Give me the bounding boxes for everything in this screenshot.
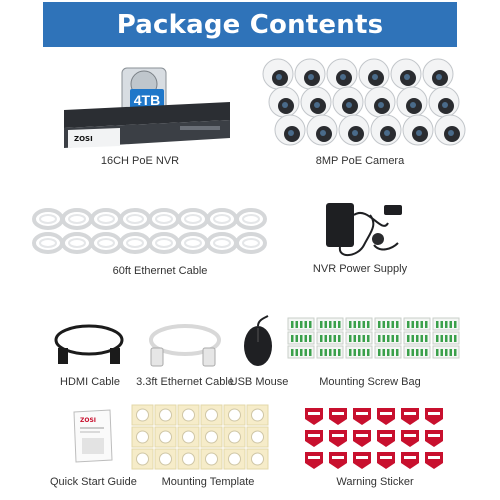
nvr-brand-label: ZOSI [74, 135, 93, 143]
ethernet-cable-coil [34, 210, 62, 228]
mounting-template-sheet [201, 405, 222, 425]
warning-sticker [329, 430, 347, 447]
screw-bag [375, 346, 401, 358]
hdmi-cable-image [52, 318, 127, 368]
mounting-template-sheet [178, 405, 199, 425]
mounting-template-label: Mounting Template [161, 476, 255, 488]
ethernet-cable-grid [30, 203, 280, 263]
ethernet-cable-coil [150, 234, 178, 252]
ethernet-cable-coil [208, 210, 236, 228]
ethernet-60ft-label: 60ft Ethernet Cable [112, 265, 208, 277]
warning-sticker-grid [303, 405, 453, 475]
screw-bag [433, 318, 459, 330]
screw-bag [317, 346, 343, 358]
screw-bag [288, 318, 314, 330]
screw-bag-label: Mounting Screw Bag [319, 376, 421, 388]
warning-sticker [353, 430, 371, 447]
ethernet-cable-coil [92, 210, 120, 228]
screw-bag [317, 318, 343, 330]
mounting-template-sheet [247, 405, 268, 425]
guide-brand-label: ZOSI [80, 417, 97, 424]
mounting-template-sheet [132, 449, 153, 469]
mounting-template-sheet [247, 427, 268, 447]
warning-sticker [353, 408, 371, 425]
nvr-label: 16CH PoE NVR [100, 155, 180, 167]
camera-unit [359, 59, 389, 89]
screw-bag [346, 346, 372, 358]
mounting-template-sheet [247, 449, 268, 469]
camera-unit [269, 87, 299, 117]
warning-sticker [425, 408, 443, 425]
warning-sticker [305, 408, 323, 425]
warning-sticker [377, 408, 395, 425]
mouse-image [238, 316, 278, 368]
warning-sticker [377, 452, 395, 469]
warning-sticker [329, 452, 347, 469]
hdd-capacity-label: 4TB [133, 92, 161, 108]
mounting-template-sheet [201, 427, 222, 447]
warning-sticker [401, 408, 419, 425]
camera-unit [429, 87, 459, 117]
mounting-template-sheet [155, 405, 176, 425]
warning-sticker [425, 452, 443, 469]
mounting-template-sheet [178, 427, 199, 447]
screw-bag-grid [288, 318, 463, 363]
warning-sticker-label: Warning Sticker [336, 476, 414, 488]
ethernet-cable-coil [121, 234, 149, 252]
mounting-template-sheet [224, 449, 245, 469]
camera-unit [397, 87, 427, 117]
screw-bag [346, 318, 372, 330]
camera-unit [333, 87, 363, 117]
ethernet-cable-coil [63, 210, 91, 228]
power-supply-image [318, 195, 418, 260]
mounting-template-sheet [224, 427, 245, 447]
hdd-icon [122, 68, 166, 112]
mounting-template-grid [132, 405, 277, 475]
nvr-image [60, 62, 235, 152]
power-supply-label: NVR Power Supply [312, 263, 408, 275]
screw-bag [404, 346, 430, 358]
camera-unit [327, 59, 357, 89]
mounting-template-sheet [178, 449, 199, 469]
camera-grid [258, 58, 468, 153]
screw-bag [317, 332, 343, 344]
camera-unit [301, 87, 331, 117]
screw-bag [346, 332, 372, 344]
screw-bag [433, 332, 459, 344]
ethernet-cable-coil [179, 234, 207, 252]
screw-bag [288, 332, 314, 344]
camera-unit [365, 87, 395, 117]
camera-unit [423, 59, 453, 89]
page-title: Package Contents [116, 9, 384, 40]
warning-sticker [401, 452, 419, 469]
page-title-banner [43, 2, 457, 47]
camera-unit [391, 59, 421, 89]
ethernet-cable-coil [92, 234, 120, 252]
ethernet-cable-coil [237, 234, 265, 252]
warning-sticker [425, 430, 443, 447]
camera-unit [435, 115, 465, 145]
quick-start-guide-image [70, 408, 116, 463]
screw-bag [375, 332, 401, 344]
warning-sticker [401, 430, 419, 447]
camera-unit [371, 115, 401, 145]
camera-unit [403, 115, 433, 145]
warning-sticker [377, 430, 395, 447]
mounting-template-sheet [155, 427, 176, 447]
warning-sticker [329, 408, 347, 425]
warning-sticker [353, 452, 371, 469]
mouse-label: USB Mouse [229, 376, 289, 388]
quick-start-guide-label: Quick Start Guide [50, 476, 137, 488]
short-ethernet-image [145, 316, 225, 371]
mounting-template-sheet [132, 427, 153, 447]
mounting-template-sheet [201, 449, 222, 469]
camera-label: 8MP PoE Camera [315, 155, 405, 167]
warning-sticker [305, 430, 323, 447]
mounting-template-sheet [132, 405, 153, 425]
warning-sticker [305, 452, 323, 469]
mounting-template-sheet [224, 405, 245, 425]
ethernet-cable-coil [63, 234, 91, 252]
camera-unit [295, 59, 325, 89]
ethernet-3ft-label: 3.3ft Ethernet Cable [136, 376, 234, 388]
screw-bag [404, 318, 430, 330]
ethernet-cable-coil [237, 210, 265, 228]
hdmi-label: HDMI Cable [60, 376, 120, 388]
ethernet-cable-coil [150, 210, 178, 228]
camera-unit [275, 115, 305, 145]
screw-bag [433, 346, 459, 358]
ethernet-cable-coil [208, 234, 236, 252]
screw-bag [404, 332, 430, 344]
screw-bag [375, 318, 401, 330]
ethernet-cable-coil [34, 234, 62, 252]
ethernet-cable-coil [179, 210, 207, 228]
mounting-template-sheet [155, 449, 176, 469]
camera-unit [339, 115, 369, 145]
screw-bag [288, 346, 314, 358]
camera-unit [263, 59, 293, 89]
camera-unit [307, 115, 337, 145]
ethernet-cable-coil [121, 210, 149, 228]
